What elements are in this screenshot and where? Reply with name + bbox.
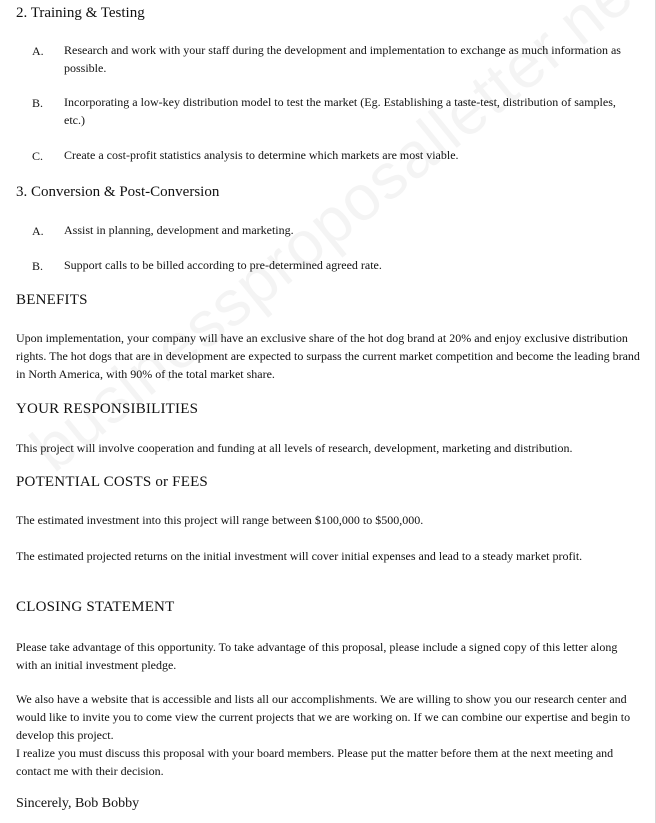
closing-paragraph-1: Please take advantage of this opportunity. To take advantage of this proposal, please include a signed copy of this letter along with an initial investment pledge. <box>16 640 618 672</box>
section-heading-closing: CLOSING STATEMENT <box>16 599 175 615</box>
list-item-text: Incorporating a low-key distribution model to test the market (Eg. Establishing a taste-test, distribution of samples, etc.) <box>64 95 616 127</box>
item-letter: B. <box>32 259 44 273</box>
section-heading-training: 2. Training & Testing <box>16 5 145 21</box>
list-item-text: Research and work with your staff during the development and implementation to exchange as much information as possible. <box>64 43 621 75</box>
costs-paragraph-2: The estimated projected returns on the initial investment will cover initial expenses and lead to a steady market profit. <box>16 549 583 563</box>
item-letter: A. <box>32 44 44 58</box>
benefits-paragraph: Upon implementation, your company will have an exclusive share of the hot dog brand at 20% and enjoy exclusive distribution rights. The hot dogs that are in development are expected to surpass the current market competition and become the leading brand in North America, with 90% of the total market share. <box>16 331 640 381</box>
responsibilities-paragraph: This project will involve cooperation and funding at all levels of research, development, marketing and distribution. <box>16 441 573 455</box>
section-heading-conversion: 3. Conversion & Post-Conversion <box>16 184 220 200</box>
section-heading-responsibilities: YOUR RESPONSIBILITIES <box>16 401 199 417</box>
costs-paragraph-1: The estimated investment into this project will range between $100,000 to $500,000. <box>16 513 424 527</box>
item-letter: C. <box>32 149 44 163</box>
list-item-text: Support calls to be billed according to pre-determined agreed rate. <box>64 258 382 272</box>
closing-paragraph-2: We also have a website that is accessible and lists all our accomplishments. We are willing to show you our research center and would like to invite you to come view the current projects that we are working on. If we can combine our expertise and begin to develop this project. <box>16 692 631 742</box>
closing-paragraph-3: I realize you must discuss this proposal with your board members. Please put the matter before them at the next meeting and contact me with their decision. <box>16 746 614 778</box>
list-item-text: Create a cost-profit statistics analysis to determine which markets are most viable. <box>64 148 459 162</box>
section-heading-benefits: BENEFITS <box>16 292 88 308</box>
section-heading-costs: POTENTIAL COSTS or FEES <box>16 474 208 490</box>
signoff: Sincerely, Bob Bobby <box>16 796 140 811</box>
item-letter: B. <box>32 96 44 110</box>
item-letter: A. <box>32 224 44 238</box>
list-item-text: Assist in planning, development and marketing. <box>64 223 294 237</box>
